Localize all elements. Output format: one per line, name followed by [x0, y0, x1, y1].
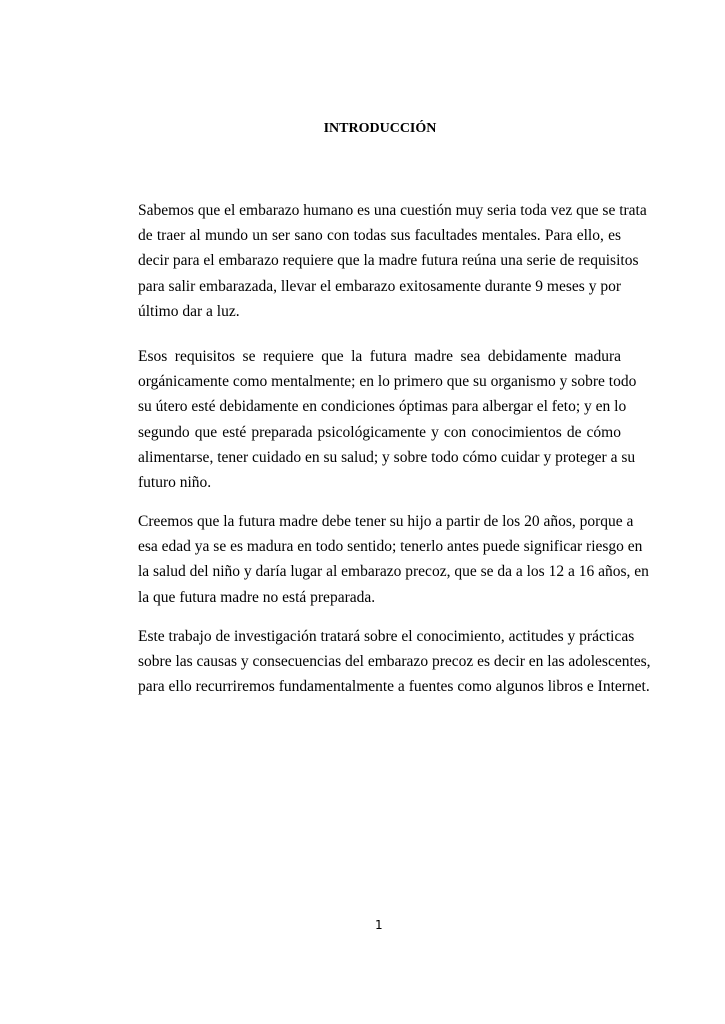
text-line: alimentarse, tener cuidado en su salud; y sobre todo cómo cuidar y proteger a su	[138, 448, 636, 466]
page-title: INTRODUCCIÓN	[323, 121, 437, 136]
paragraph-1	[138, 198, 647, 324]
text-line: último dar a luz.	[138, 302, 240, 320]
page-number: 1	[375, 918, 383, 932]
text-line: su útero esté debidamente en condiciones óptimas para albergar el feto; y en lo	[138, 398, 627, 416]
text-line: esa edad ya se es madura en todo sentido; tenerlo antes puede significar riesgo en	[138, 538, 643, 556]
text-line: sobre las causas y consecuencias del embarazo precoz es decir en las adolescentes,	[138, 653, 651, 671]
text-line: para ello recurriremos fundamentalmente a fuentes como algunos libros e Internet.	[138, 678, 650, 696]
text-line: futuro niño.	[138, 473, 212, 491]
paragraph-3	[138, 509, 649, 610]
text-line: la que futura madre no está preparada.	[138, 588, 376, 606]
paragraph-4	[138, 624, 651, 700]
text-line: para salir embarazada, llevar el embarazo exitosamente durante 9 meses y por	[138, 277, 621, 295]
text-line: decir para el embarazo requiere que la madre futura reúna una serie de requisitos	[138, 252, 639, 270]
text-line: la salud del niño y daría lugar al embarazo precoz, que se da a los 12 a 16 años, en	[138, 563, 649, 581]
text-line: Sabemos que el embarazo humano es una cuestión muy seria toda vez que se trata	[138, 202, 647, 219]
text-line: Esos requisitos se requiere que la futura madre sea debidamente madura	[138, 348, 621, 365]
paragraph-2	[138, 344, 637, 495]
text-line: orgánicamente como mentalmente; en lo primero que su organismo y sobre todo	[138, 373, 637, 391]
text-line: Este trabajo de investigación tratará sobre el conocimiento, actitudes y prácticas	[138, 628, 635, 645]
text-line: Creemos que la futura madre debe tener su hijo a partir de los 20 años, porque a	[138, 513, 634, 530]
text-line: de traer al mundo un ser sano con todas sus facultades mentales. Para ello, es	[138, 227, 621, 245]
text-line: segundo que esté preparada psicológicamente y con conocimientos de cómo	[138, 423, 621, 441]
